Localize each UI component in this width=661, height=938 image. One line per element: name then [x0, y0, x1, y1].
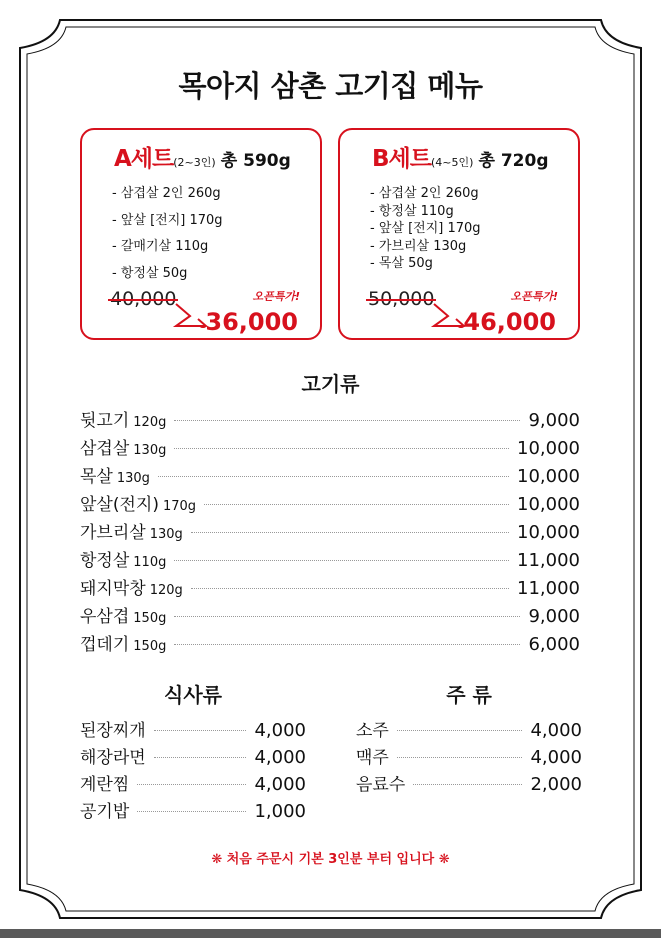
menu-item-weight: 150g: [133, 639, 167, 654]
set-b-items: [370, 182, 481, 270]
menu-item-name: 맥주: [356, 748, 389, 768]
meat-row: [80, 630, 580, 655]
set-a-old-price: 40,000: [110, 288, 177, 310]
set-b-name: B세트: [372, 146, 431, 172]
set-a-name: A세트: [114, 146, 174, 172]
meal-row: [80, 716, 306, 741]
set-b-card: [338, 128, 580, 340]
dotted-leader: [191, 532, 509, 533]
menu-item-price: 11,000: [517, 578, 580, 599]
meat-section-title: 고기류: [301, 372, 360, 396]
menu-item-weight: 120g: [133, 415, 167, 430]
dotted-leader: [137, 811, 246, 812]
set-b-people: (4~5인): [430, 156, 474, 169]
menu-item-name: 계란찜: [80, 775, 130, 795]
menu-item-price: 9,000: [528, 410, 580, 431]
set-item: - 앞살 [전지] 170g: [112, 212, 223, 228]
menu-item-weight: 130g: [116, 471, 150, 486]
dotted-leader: [174, 560, 509, 561]
meat-row: [80, 406, 580, 431]
menu-item-name: 가브리살: [80, 523, 146, 543]
dotted-leader: [191, 588, 509, 589]
meat-row: [80, 490, 580, 515]
menu-item-weight: 130g: [133, 443, 167, 458]
menu-item-name: 앞살(전지): [80, 495, 159, 515]
menu-item-name: 우삼겹: [80, 607, 130, 627]
set-item: - 삼겹살 2인 260g: [112, 186, 221, 201]
menu-item-name: 해장라면: [80, 748, 146, 768]
dotted-leader: [204, 504, 509, 505]
menu-item-name: 삼겹살: [80, 439, 130, 459]
dotted-leader: [137, 784, 246, 785]
menu-item-price: 9,000: [528, 606, 580, 627]
menu-item-price: 10,000: [517, 494, 580, 515]
drink-row: [356, 716, 582, 741]
menu-item-price: 4,000: [254, 747, 306, 768]
menu-item-weight: 110g: [133, 555, 167, 570]
dotted-leader: [174, 616, 520, 617]
meat-row: [80, 574, 580, 599]
set-item: - 삼겹살 2인 260g: [370, 186, 479, 201]
meat-row: [80, 546, 580, 571]
meat-row: [80, 462, 580, 487]
set-item: - 항정살 50g: [112, 265, 188, 281]
set-item: - 앞살 [전지] 170g: [370, 221, 481, 236]
menu-item-name: 된장찌개: [80, 721, 146, 741]
dotted-leader: [154, 757, 247, 758]
set-b-old-price: 50,000: [368, 288, 435, 310]
menu-item-price: 4,000: [254, 774, 306, 795]
set-a-card: [80, 128, 322, 340]
set-a-total: 총 590g: [220, 151, 291, 171]
dotted-leader: [413, 784, 522, 785]
set-a-items: [112, 182, 223, 288]
menu-item-name: 뒷고기: [80, 411, 130, 431]
dotted-leader: [174, 448, 509, 449]
set-item: - 목살 50g: [370, 256, 433, 271]
meat-row: [80, 518, 580, 543]
order-notice: ❋ 처음 주문시 기본 3인분 부터 입니다 ❋: [211, 852, 450, 867]
menu-item-name: 돼지막창: [80, 579, 146, 599]
menu-item-price: 4,000: [530, 747, 582, 768]
menu-item-name: 소주: [356, 721, 389, 741]
dotted-leader: [397, 757, 523, 758]
set-b-heading: [372, 140, 549, 173]
drink-row: [356, 770, 582, 795]
set-b-total: 총 720g: [478, 151, 549, 171]
dotted-leader: [397, 730, 523, 731]
menu-item-name: 음료수: [356, 775, 406, 795]
dotted-leader: [174, 420, 520, 421]
meal-row: [80, 743, 306, 768]
menu-item-price: 10,000: [517, 438, 580, 459]
menu-item-price: 6,000: [528, 634, 580, 655]
page-title: 목아지 삼촌 고기집 메뉴: [178, 69, 483, 103]
meal-row: [80, 797, 306, 822]
menu-item-name: 항정살: [80, 551, 130, 571]
bottom-edge-bar: [0, 929, 661, 938]
menu-item-price: 2,000: [530, 774, 582, 795]
menu-item-name: 목살: [80, 467, 113, 487]
set-item: - 항정살 110g: [370, 203, 454, 219]
set-b-promo: 오픈특가!: [510, 290, 558, 303]
menu-item-price: 10,000: [517, 522, 580, 543]
dotted-leader: [174, 644, 520, 645]
meal-row: [80, 770, 306, 795]
menu-item-price: 10,000: [517, 466, 580, 487]
drinks-section-title: 주 류: [446, 683, 492, 707]
menu-item-price: 4,000: [530, 720, 582, 741]
menu-item-weight: 130g: [149, 527, 183, 542]
menu-item-price: 11,000: [517, 550, 580, 571]
set-a-promo: 오픈특가!: [252, 290, 300, 303]
set-item: - 갈매기살 110g: [112, 239, 209, 254]
set-item: - 가브리살 130g: [370, 238, 467, 254]
meals-section-title: 식사류: [164, 683, 222, 707]
dotted-leader: [158, 476, 509, 477]
set-a-new-price: 36,000: [205, 308, 298, 336]
menu-item-weight: 170g: [162, 499, 197, 514]
set-a-heading: [114, 140, 291, 173]
menu-item-weight: 150g: [133, 611, 167, 626]
menu-item-price: 1,000: [254, 801, 306, 822]
drink-row: [356, 743, 582, 768]
set-b-new-price: 46,000: [463, 308, 556, 336]
meat-row: [80, 602, 580, 627]
set-a-people: (2~3인): [173, 156, 216, 169]
menu-item-name: 공기밥: [80, 802, 130, 822]
menu-item-name: 껍데기: [80, 635, 130, 655]
menu-item-price: 4,000: [254, 720, 306, 741]
dotted-leader: [154, 730, 247, 731]
menu-item-weight: 120g: [149, 583, 183, 598]
meat-row: [80, 434, 580, 459]
